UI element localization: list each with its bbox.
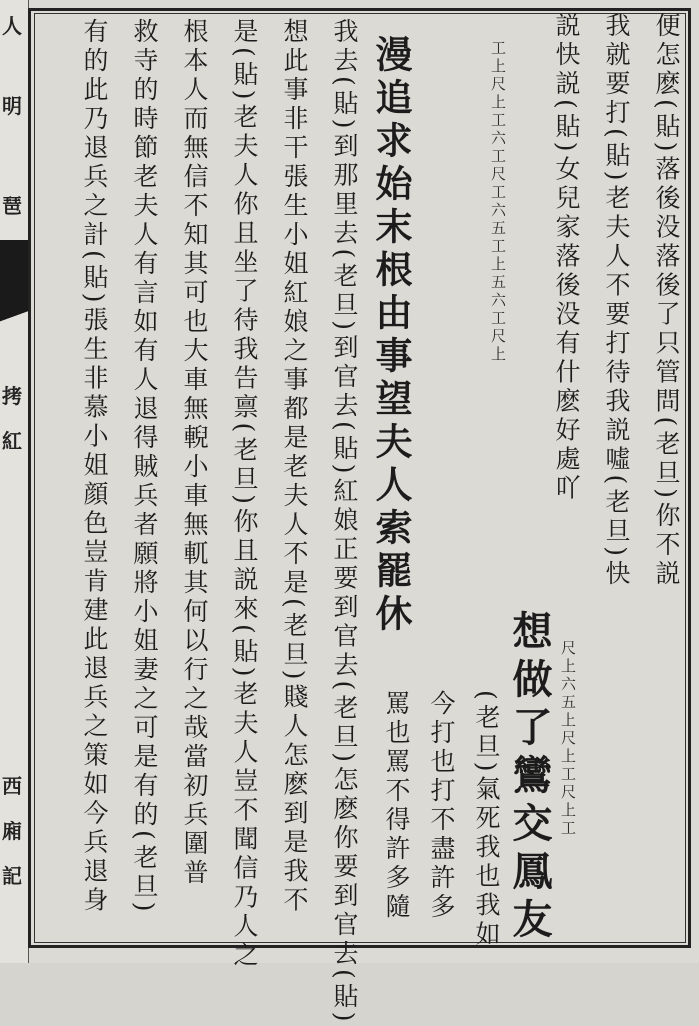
text-column-11: 有的此乃退兵之計(貼)張生非慕小姐顔色豈肯建此退兵之策如今兵退身 [80,18,109,916]
edge-black-slant [0,310,28,328]
edge-char-2: 明 [2,94,22,118]
text-column-lower-3: 罵也罵不得許多隨 [382,690,411,922]
text-column-1: 便怎麽(貼)落後没落後了只管問(老旦)你不説 [652,12,681,590]
text-column-8: 是(貼)老夫人你且坐了待我告禀(老旦)你且説來(貼)老夫人豈不聞信乃人之 [230,18,259,971]
adjacent-page-edge [0,0,29,963]
text-column-10: 救寺的時節老夫人有言如有人退得賊兵者願將小姐妻之可是有的(老旦) [130,18,159,916]
edge-char-7: 廂 [2,819,22,843]
edge-char-4: 拷 [2,384,22,408]
aria-column-lower: 想做了鸞交鳳友 [506,610,553,946]
music-notation-lower: 尺上六五上尺上工尺上工 [559,640,577,838]
aria-column-large: 漫追求始末根由事望夫人索罷休 [369,35,413,637]
edge-black-band [0,240,28,310]
text-column-6: 我去(貼)到那里去(老旦)到官去(貼)紅娘正要到官去(老旦)怎麽你要到官去(貼) [330,18,359,1026]
edge-char-6: 西 [2,774,22,798]
text-column-2: 我就要打(貼)老夫人不要打待我説噓(老旦)快 [602,12,631,590]
text-column-9: 根本人而無信不知其可也大車無輗小車無軏其何以行之哉當初兵圍普 [180,18,209,888]
text-column-7: 想此事非干張生小姐紅娘之事都是老夫人不是(老旦)賤人怎麽到是我不 [280,18,309,916]
edge-char-3: 琶 [2,194,22,218]
text-column-lower-1: (老旦)氣死我也我如 [472,690,501,950]
music-notation-upper: 工上尺上工六工尺工六五工上五六工尺上 [489,40,507,364]
edge-char-8: 記 [2,864,22,888]
text-column-3: 説快説(貼)女兒家落後没有什麽好處吖 [552,12,581,504]
text-column-lower-2: 今打也打不盡許多 [427,690,456,922]
edge-char-1: 人 [2,14,22,38]
edge-char-5: 紅 [2,429,22,453]
